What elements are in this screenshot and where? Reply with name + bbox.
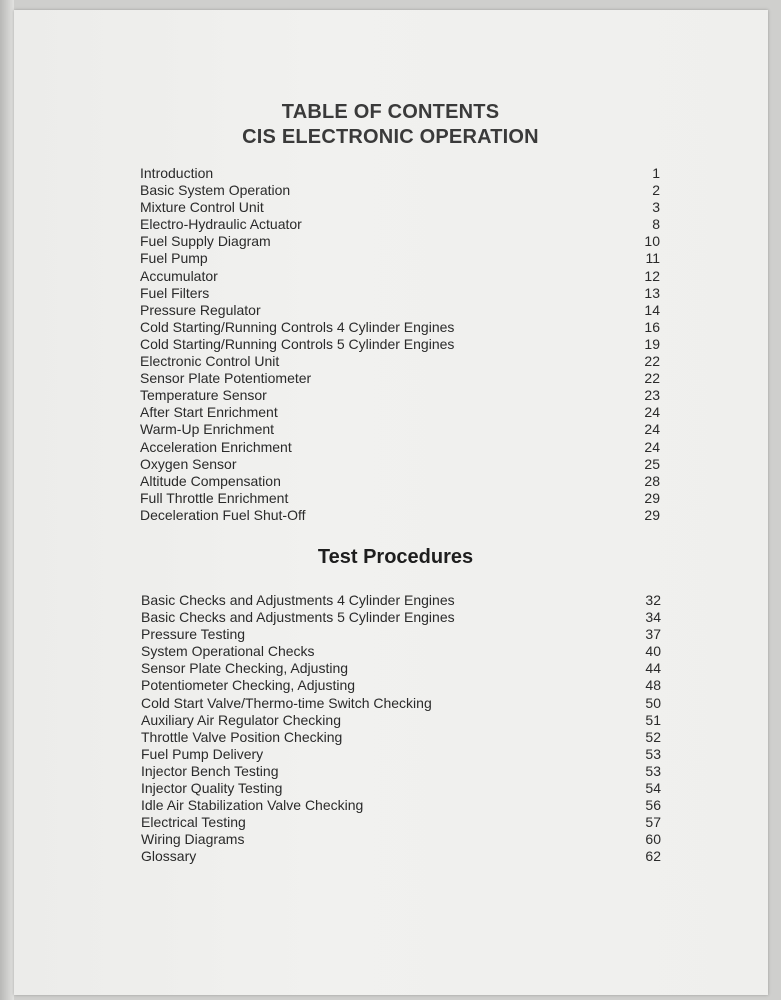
toc-entry-label: Accumulator (140, 267, 218, 284)
toc-entry-page: 23 (644, 387, 660, 404)
toc-entry (141, 780, 661, 797)
toc-entry (140, 336, 660, 353)
toc-entry (141, 592, 661, 609)
toc-entry (140, 285, 660, 302)
toc-entry-page: 37 (645, 626, 661, 643)
toc-entry-label: Altitude Compensation (140, 472, 281, 489)
toc-entry-page: 1 (652, 165, 660, 181)
toc-entry-label: Fuel Pump (140, 250, 208, 267)
toc-entry-label: Electronic Control Unit (140, 353, 280, 370)
toc-entry-page: 22 (644, 353, 660, 370)
toc-entry-page: 29 (644, 506, 660, 523)
contents-list (140, 165, 660, 524)
toc-entry-page: 29 (644, 489, 660, 506)
toc-entry-label: Electro-Hydraulic Actuator (140, 216, 302, 233)
toc-entry-label: Wiring Diagrams (141, 831, 245, 848)
toc-entry-page: 56 (645, 797, 661, 814)
toc-entry (141, 695, 661, 712)
page-binding-edge (0, 0, 14, 1000)
toc-entry-page: 51 (645, 711, 661, 728)
toc-entry-page: 57 (645, 814, 661, 831)
toc-entry-label: Sensor Plate Potentiometer (140, 370, 312, 387)
toc-entry-label: Cold Starting/Running Controls 4 Cylinder Engines (140, 318, 455, 335)
toc-entry-page: 62 (645, 848, 661, 865)
toc-entry (140, 319, 660, 336)
toc-entry-label: Fuel Pump Delivery (141, 745, 264, 762)
toc-entry (140, 421, 660, 438)
toc-entry-label: After Start Enrichment (140, 404, 278, 421)
toc-entry (140, 216, 660, 233)
test-procedures-list (141, 592, 661, 866)
toc-entry-label: Auxiliary Air Regulator Checking (141, 711, 341, 728)
toc-entry-label: Sensor Plate Checking, Adjusting (141, 660, 349, 677)
toc-entry-label: Pressure Regulator (140, 301, 261, 318)
toc-entry-label: Basic System Operation (140, 182, 291, 199)
toc-entry (140, 233, 660, 250)
toc-entry-page: 48 (645, 677, 661, 694)
toc-entry (140, 490, 660, 507)
toc-entry-page: 22 (644, 370, 660, 387)
toc-entry (141, 831, 661, 848)
test-procedures-heading: Test Procedures (317, 546, 474, 568)
toc-entry (141, 797, 661, 814)
toc-entry (140, 387, 660, 404)
page-title: TABLE OF CONTENTS (281, 101, 500, 123)
toc-entry-label: Full Throttle Enrichment (140, 489, 289, 506)
toc-entry-page: 53 (645, 745, 661, 762)
toc-entry-label: Fuel Filters (140, 284, 210, 301)
toc-entry (141, 729, 661, 746)
toc-entry-label: Acceleration Enrichment (140, 438, 292, 455)
toc-entry-label: Warm-Up Enrichment (140, 421, 275, 438)
toc-entry (140, 302, 660, 319)
toc-entry-label: Potentiometer Checking, Adjusting (141, 677, 356, 694)
toc-entry-page: 10 (644, 233, 660, 250)
toc-entry (140, 353, 660, 370)
toc-entry-page: 34 (645, 609, 661, 626)
toc-entry-label: Temperature Sensor (140, 387, 267, 404)
toc-entry-label: Idle Air Stabilization Valve Checking (141, 797, 364, 814)
toc-entry-page: 40 (645, 643, 661, 660)
toc-entry (141, 626, 661, 643)
toc-entry-page: 24 (644, 421, 660, 438)
toc-entry (141, 814, 661, 831)
toc-entry-page: 25 (644, 455, 660, 472)
toc-entry-label: Glossary (141, 848, 197, 865)
toc-entry-page: 54 (645, 780, 661, 797)
page-subtitle: CIS ELECTRONIC OPERATION (242, 126, 539, 148)
toc-entry (140, 473, 660, 490)
toc-entry-page: 53 (645, 762, 661, 779)
toc-entry-page: 28 (644, 472, 660, 489)
toc-entry-label: Basic Checks and Adjustments 5 Cylinder Engines (141, 609, 455, 626)
toc-entry (141, 677, 661, 694)
toc-entry-label: Cold Start Valve/Thermo-time Switch Checking (141, 694, 432, 711)
toc-entry-page: 16 (644, 318, 660, 335)
toc-entry (140, 199, 660, 216)
toc-entry-page: 60 (645, 831, 661, 848)
toc-entry-label: Fuel Supply Diagram (140, 233, 271, 250)
toc-entry (141, 609, 661, 626)
toc-entry-page: 52 (645, 728, 661, 745)
toc-entry-label: Cold Starting/Running Controls 5 Cylinder Engines (140, 335, 455, 352)
toc-entry-page: 11 (645, 250, 660, 267)
toc-entry (140, 404, 660, 421)
toc-entry-label: Electrical Testing (141, 814, 246, 831)
toc-entry (140, 268, 660, 285)
toc-entry (141, 848, 661, 865)
toc-entry-page: 24 (644, 438, 660, 455)
toc-entry (141, 763, 661, 780)
toc-entry-page: 8 (652, 216, 660, 233)
toc-entry (141, 712, 661, 729)
toc-entry (140, 165, 660, 182)
toc-entry-label: Introduction (140, 165, 214, 181)
toc-entry-label: Basic Checks and Adjustments 4 Cylinder Engines (141, 592, 455, 608)
toc-entry-page: 19 (644, 335, 660, 352)
toc-entry-page: 2 (652, 182, 660, 199)
toc-entry-label: Mixture Control Unit (140, 199, 264, 216)
toc-entry-page: 44 (645, 660, 661, 677)
toc-entry-label: Throttle Valve Position Checking (141, 728, 343, 745)
toc-entry (141, 643, 661, 660)
toc-entry-label: System Operational Checks (141, 643, 315, 660)
toc-entry (140, 182, 660, 199)
toc-entry-page: 24 (644, 404, 660, 421)
toc-entry (140, 507, 660, 524)
toc-entry-label: Injector Bench Testing (141, 762, 279, 779)
toc-entry (141, 746, 661, 763)
toc-entry (140, 250, 660, 267)
toc-entry-label: Deceleration Fuel Shut-Off (140, 506, 306, 523)
toc-entry (140, 456, 660, 473)
toc-entry-page: 3 (652, 199, 660, 216)
toc-entry-label: Pressure Testing (141, 626, 246, 643)
toc-entry-page: 32 (645, 592, 661, 608)
toc-entry (141, 660, 661, 677)
toc-entry-page: 13 (644, 284, 660, 301)
toc-entry-page: 14 (644, 301, 660, 318)
toc-entry-page: 50 (645, 694, 661, 711)
toc-entry (140, 439, 660, 456)
toc-entry-label: Oxygen Sensor (140, 455, 237, 472)
toc-entry-page: 12 (644, 267, 660, 284)
toc-entry-label: Injector Quality Testing (141, 780, 283, 797)
toc-entry (140, 370, 660, 387)
